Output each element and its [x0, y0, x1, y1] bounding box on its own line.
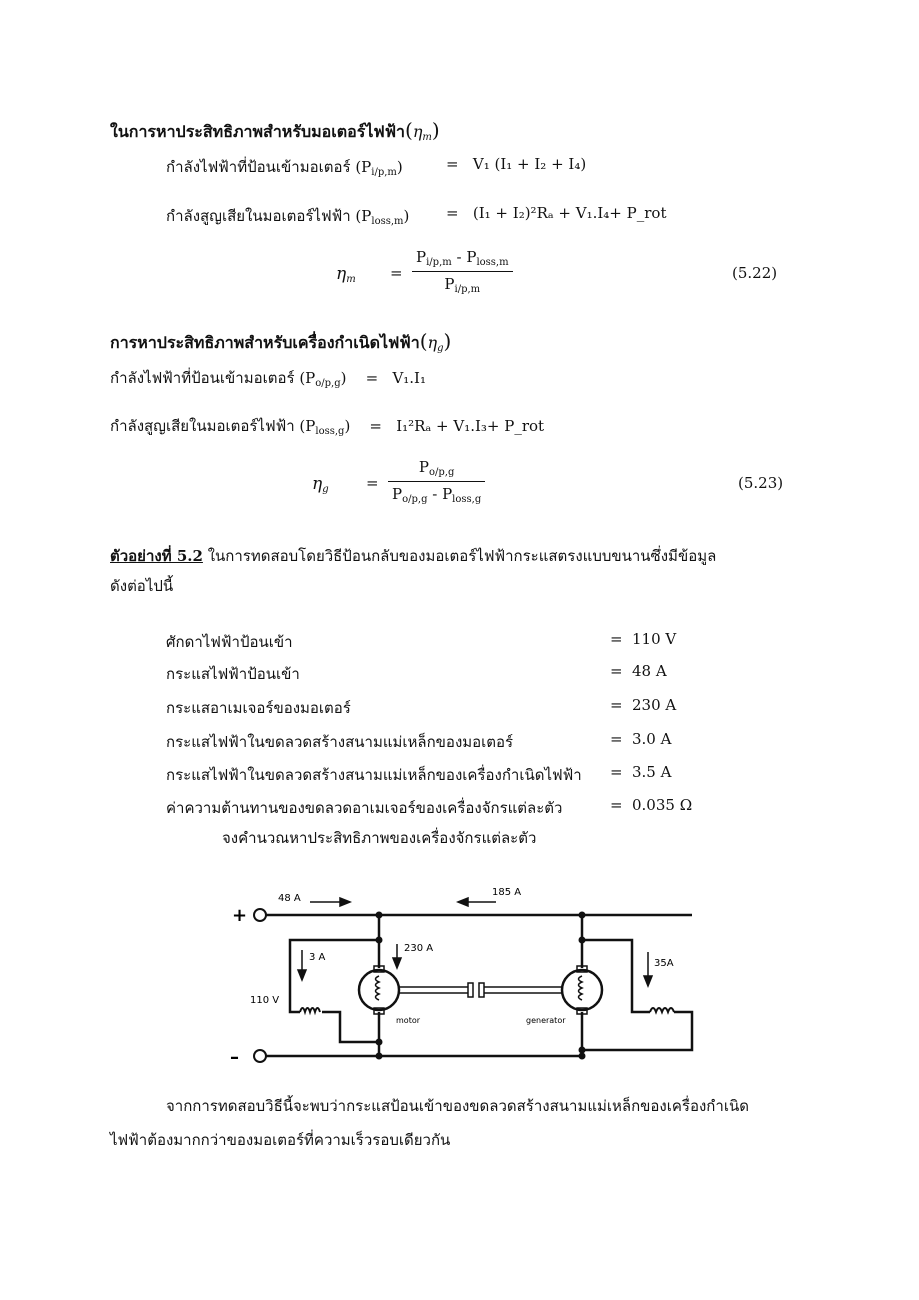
input-current-label: 48 A — [278, 893, 301, 904]
example-data-equals: = — [610, 730, 623, 748]
motor-input-power-row: กำลังไฟฟ้าที่ป้อนเข้ามอเตอร์ $(P_{i/p,m})$ — [166, 158, 403, 178]
example-data-equals: = — [610, 763, 623, 781]
negative-terminal-label: – — [230, 1047, 239, 1068]
generator-label: generator — [526, 1016, 566, 1025]
example-data-value: 230 A — [632, 696, 677, 714]
example-data-value: 3.0 A — [632, 730, 672, 748]
example-data-value: 3.5 A — [632, 763, 672, 781]
positive-terminal-label: + — [232, 905, 248, 926]
eta-g-fraction: $P_{o/p,g}$ $P_{o/p,g} - P_{loss,g}$ — [388, 458, 485, 505]
motor-armature-current-label: 230 A — [404, 943, 434, 954]
eq-number-5-22: (5.22) — [732, 264, 778, 282]
example-data-equals: = — [610, 630, 623, 648]
eta-g-equals: = — [366, 474, 379, 492]
eta-m-symbol: $\eta_m$ — [336, 264, 356, 285]
example-data-label: ค่าความต้านทานของขดลวดอาเมเจอร์ของเครื่องจักรแต่ละตัว — [166, 799, 563, 817]
motor-input-power-formula: = V₁ (I₁ + I₂ + I₄) — [446, 155, 587, 173]
example-intro-line2: ดังต่อไปนี้ — [110, 577, 174, 595]
example-data-row — [166, 763, 726, 787]
example-data-row — [166, 796, 726, 820]
generator-loss-row: กำลังสูญเสียในมอเตอร์ไฟฟ้า $(P_{loss,g})$ = I₁²Rₐ + V₁.I₃+ P_rot — [110, 417, 545, 437]
conclusion-line1: จากการทดสอบวิธีนี้จะพบว่ากระแสป้อนเข้าของขดลวดสร้างสนามแม่เหล็กของเครื่องกำเนิด — [166, 1097, 749, 1115]
conclusion-line2: ไฟฟ้าต้องมากกว่าของมอเตอร์ที่ความเร็วรอบเดียวกัน — [110, 1131, 451, 1149]
eta-m-equals: = — [390, 264, 403, 282]
eta-m-fraction: $P_{i/p,m} - P_{loss,m}$ $P_{i/p,m}$ — [412, 248, 513, 295]
example-data-label: กระแสอาเมเจอร์ของมอเตอร์ — [166, 699, 351, 717]
motor-efficiency-heading: ในการหาประสิทธิภาพสำหรับมอเตอร์ไฟฟ้า$(\eta_m)$ — [110, 118, 440, 143]
generator-output-power-row: กำลังไฟฟ้าที่ป้อนเข้ามอเตอร์ $(P_{o/p,g})$ = V₁.I₁ — [110, 369, 426, 389]
example-intro-line1: ตัวอย่างที่ 5.2 ในการทดสอบโดยวิธีป้อนกลับของมอเตอร์ไฟฟ้ากระแสตรงแบบขนานซึ่งมีข้อมูล — [110, 547, 717, 565]
generator-current-label: 185 A — [492, 887, 522, 898]
example-data-equals: = — [610, 662, 623, 680]
example-data-value: 110 V — [632, 630, 677, 648]
eq-number-5-23: (5.23) — [738, 474, 784, 492]
example-data-equals: = — [610, 696, 623, 714]
motor-label: motor — [396, 1016, 421, 1025]
supply-voltage-label: 110 V — [250, 995, 280, 1006]
example-data-label: กระแสไฟฟ้าป้อนเข้า — [166, 665, 300, 683]
example-data-label: กระแสไฟฟ้าในขดลวดสร้างสนามแม่เหล็กของเครื่องกำเนิดไฟฟ้า — [166, 766, 582, 784]
eta-g-symbol: $\eta_g$ — [312, 474, 329, 495]
example-question: จงคำนวณหาประสิทธิภาพของเครื่องจักรแต่ละตัว — [222, 829, 537, 847]
example-data-label: กระแสไฟฟ้าในขดลวดสร้างสนามแม่เหล็กของมอเตอร์ — [166, 733, 514, 751]
example-data-label: ศักดาไฟฟ้าป้อนเข้า — [166, 633, 293, 651]
motor-field-current-label: 3 A — [309, 952, 326, 963]
generator-field-current-label: 35A — [654, 958, 674, 969]
example-data-row — [166, 662, 726, 686]
example-data-row — [166, 730, 726, 754]
example-data-row — [166, 696, 726, 720]
example-data-equals: = — [610, 796, 623, 814]
motor-loss-row: กำลังสูญเสียในมอเตอร์ไฟฟ้า $(P_{loss,m})$ — [166, 207, 410, 227]
example-data-value: 0.035 Ω — [632, 796, 693, 814]
motor-loss-formula: = (I₁ + I₂)²Rₐ + V₁.I₄+ P_rot — [446, 204, 667, 222]
example-data-row — [166, 630, 726, 654]
example-data-value: 48 A — [632, 662, 667, 680]
generator-efficiency-heading: การหาประสิทธิภาพสำหรับเครื่องกำเนิดไฟฟ้า$(\eta_g)$ — [110, 329, 452, 354]
